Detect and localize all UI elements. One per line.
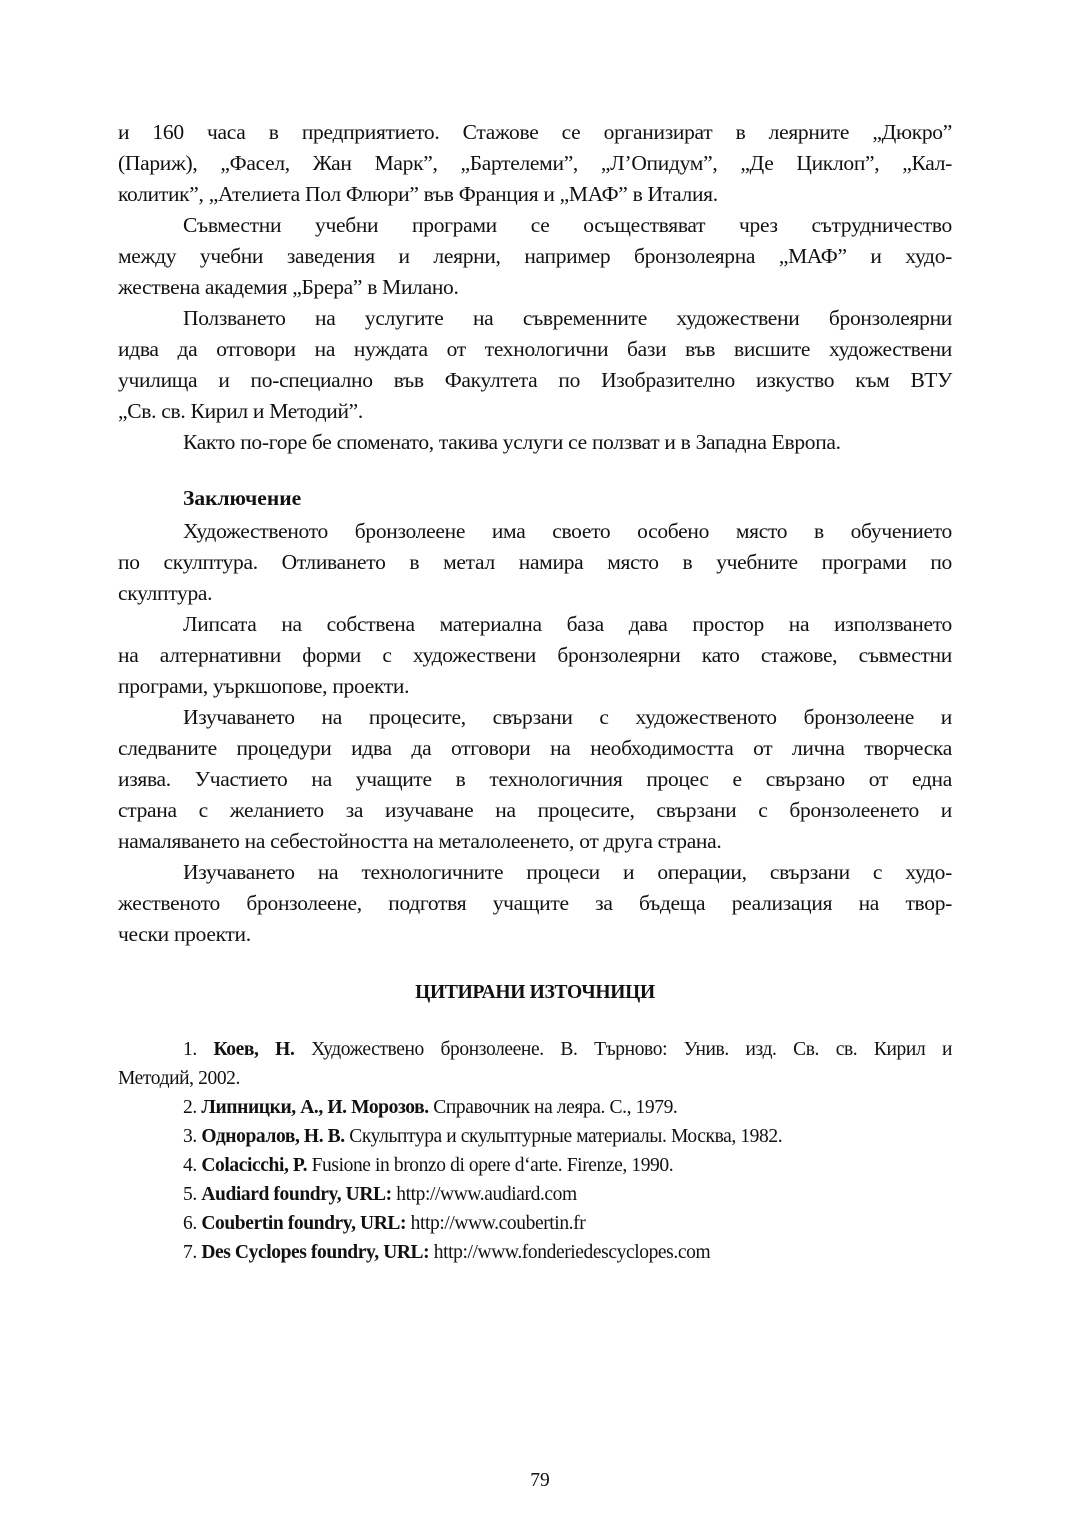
reference-number: 7. <box>183 1242 197 1263</box>
paragraph-line: скулптура. <box>118 581 213 605</box>
reference-author: Коев, Н. <box>213 1039 295 1060</box>
paragraph-line: идва да отговори на нуждата от технологични бази във висшите художествени <box>118 337 952 361</box>
paragraph-line: чески проекти. <box>118 922 251 946</box>
reference-text: Скульптура и скульптурные материалы. Москва, 1982. <box>349 1126 783 1147</box>
paragraph-line: колитик”, „Ателиета Пол Флюри” във Франция и „МАФ” в Италия. <box>118 182 718 206</box>
references-title: ЦИТИРАНИ ИЗТОЧНИЦИ <box>415 982 655 1003</box>
reference-number: 3. <box>183 1126 197 1147</box>
reference-item <box>118 1151 952 1180</box>
reference-text: Fusione in bronzo di opere d‘arte. Firenze, 1990. <box>311 1155 674 1176</box>
reference-author: Одноралов, Н. В. <box>201 1126 345 1147</box>
reference-author: Des Cyclopes foundry, URL: <box>201 1242 430 1263</box>
body-text-top <box>118 117 952 458</box>
paragraph-line: и 160 часа в предприятието. Стажове се организират в леярните „Дюкро” <box>118 120 952 144</box>
paragraph-line: страна с желанието за изучаване на процесите, свързани с бронзолеенето и <box>118 798 952 822</box>
paragraph-line: жествена академия „Брера” в Милано. <box>118 275 459 299</box>
paragraph-line: изява. Участието на учащите в технологичния процес е свързано от една <box>118 767 952 791</box>
paragraph-line: Изучаването на технологичните процеси и операции, свързани с худо- <box>183 860 952 884</box>
reference-item <box>118 1093 952 1122</box>
reference-number: 1. <box>183 1039 197 1060</box>
reference-author: Audiard foundry, URL: <box>201 1184 392 1205</box>
reference-continuation: Методий, 2002. <box>118 1068 241 1089</box>
conclusion-heading: Заключение <box>183 486 302 510</box>
conclusion-section <box>118 483 952 950</box>
reference-text: http://www.audiard.com <box>396 1184 577 1205</box>
reference-item <box>118 1122 952 1151</box>
reference-item <box>118 1180 952 1209</box>
paragraph-line: по скулптура. Отливането в метал намира място в учебните програми по <box>118 550 952 574</box>
paragraph-line: Изучаването на процесите, свързани с художественото бронзолеене и <box>183 705 952 729</box>
reference-item <box>118 1238 952 1267</box>
reference-text: http://www.coubertin.fr <box>410 1213 586 1234</box>
paragraph-line: Както по-горе бе споменато, такива услуги се ползват и в Западна Европа. <box>183 430 841 454</box>
references-list <box>118 1035 952 1267</box>
paragraph-line: на алтернативни форми с художествени бронзолеярни като стажове, съвместни <box>118 643 952 667</box>
reference-author: Липницки, А., И. Морозов. <box>201 1097 429 1118</box>
reference-number: 2. <box>183 1097 197 1118</box>
reference-text: Справочник на леяра. С., 1979. <box>433 1097 678 1118</box>
reference-number: 6. <box>183 1213 197 1234</box>
paragraph-line: Художественото бронзолеене има своето особено място в обучението <box>183 519 952 543</box>
reference-author: Coubertin foundry, URL: <box>201 1213 407 1234</box>
paragraph-line: следваните процедури идва да отговори на необходимостта от лична творческа <box>118 736 952 760</box>
reference-author: Colacicchi, P. <box>201 1155 308 1176</box>
paragraph-line: Съвместни учебни програми се осъществяват чрез сътрудничество <box>183 213 952 237</box>
reference-item <box>118 1035 952 1064</box>
paragraph-line: между учебни заведения и леярни, например бронзолеярна „МАФ” и худо- <box>118 244 952 268</box>
page-number: 79 <box>530 1470 550 1491</box>
reference-text: Художествено бронзолеене. В. Търново: Унив. изд. Св. св. Кирил и <box>311 1039 952 1060</box>
paragraph-line: училища и по-специално във Факултета по Изобразително изкуство към ВТУ <box>118 368 952 392</box>
paragraph-line: (Париж), „Фасел, Жан Марк”, „Бартелеми”, „Л’Опидум”, „Де Циклоп”, „Кал- <box>118 151 952 175</box>
paragraph-line: жественото бронзолеене, подготвя учащите за бъдеща реализация на твор- <box>118 891 952 915</box>
reference-item <box>118 1209 952 1238</box>
reference-number: 5. <box>183 1184 197 1205</box>
paragraph-line: Ползването на услугите на съвременните художествени бронзолеярни <box>183 306 952 330</box>
reference-text: http://www.fonderiedescyclopes.com <box>433 1242 711 1263</box>
paragraph-line: „Св. св. Кирил и Методий”. <box>118 399 364 423</box>
paragraph-line: Липсата на собствена материална база дава простор на използването <box>183 612 952 636</box>
paragraph-line: намаляването на себестойността на металолеенето, от друга страна. <box>118 829 722 853</box>
paragraph-line: програми, уъркшопове, проекти. <box>118 674 410 698</box>
reference-number: 4. <box>183 1155 197 1176</box>
